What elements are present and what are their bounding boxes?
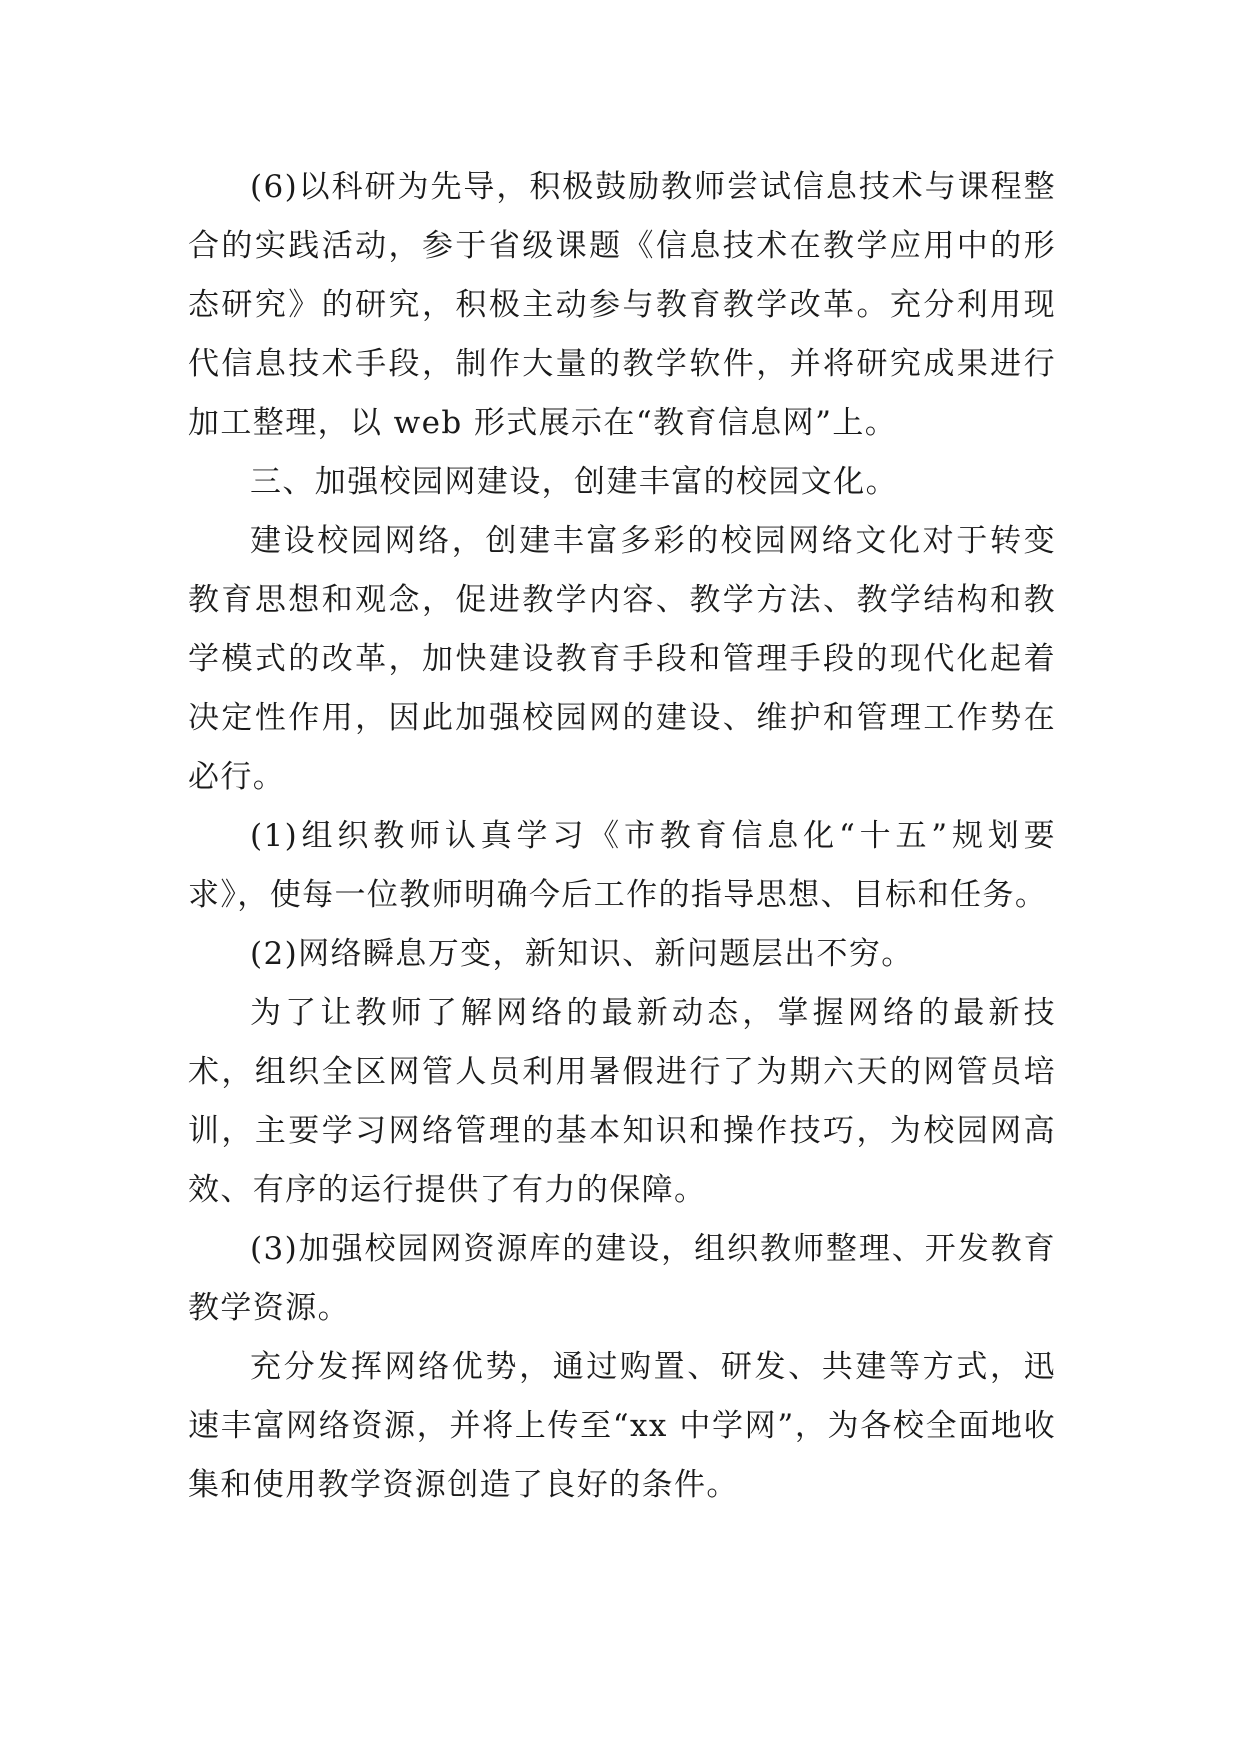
paragraph-network-resources: 充分发挥网络优势，通过购置、研发、共建等方式，迅速丰富网络资源，并将上传至“xx 中学网”，为各校全面地收集和使用教学资源创造了良好的条件。 — [188, 1349, 1056, 1503]
paragraph-item-3-resource-library: (3)加强校园网资源库的建设，组织教师整理、开发教育教学资源。 — [188, 1231, 1056, 1326]
paragraph-network-admin-training: 为了让教师了解网络的最新动态，掌握网络的最新技术，组织全区网管人员利用暑假进行了为期六天的网管员培训，主要学习网络管理的基本知识和操作技巧，为校园网高效、有序的运行提供了有力的保障。 — [188, 995, 1056, 1208]
paragraph-item-1-planning-study: (1)组织教师认真学习《市教育信息化“十五”规划要求》，使每一位教师明确今后工作的指导思想、目标和任务。 — [188, 818, 1056, 913]
document-body — [188, 158, 1056, 1515]
paragraph-item-6-research: (6)以科研为先导，积极鼓励教师尝试信息技术与课程整合的实践活动，参于省级课题《信息技术在教学应用中的形态研究》的研究，积极主动参与教育教学改革。充分利用现代信息技术手段，制作大量的教学软件，并将研究成果进行加工整理，以 web 形式展示在“教育信息网”上。 — [188, 169, 1056, 441]
paragraph-campus-network-culture: 建设校园网络，创建丰富多彩的校园网络文化对于转变教育思想和观念，促进教学内容、教学方法、教学结构和教学模式的改革，加快建设教育手段和管理手段的现代化起着决定性作用，因此加强校园网的建设、维护和管理工作势在必行。 — [188, 523, 1056, 795]
section-heading-campus-network: 三、加强校园网建设，创建丰富的校园文化。 — [250, 464, 898, 500]
paragraph-item-2-network-changes: (2)网络瞬息万变，新知识、新问题层出不穷。 — [250, 936, 914, 972]
